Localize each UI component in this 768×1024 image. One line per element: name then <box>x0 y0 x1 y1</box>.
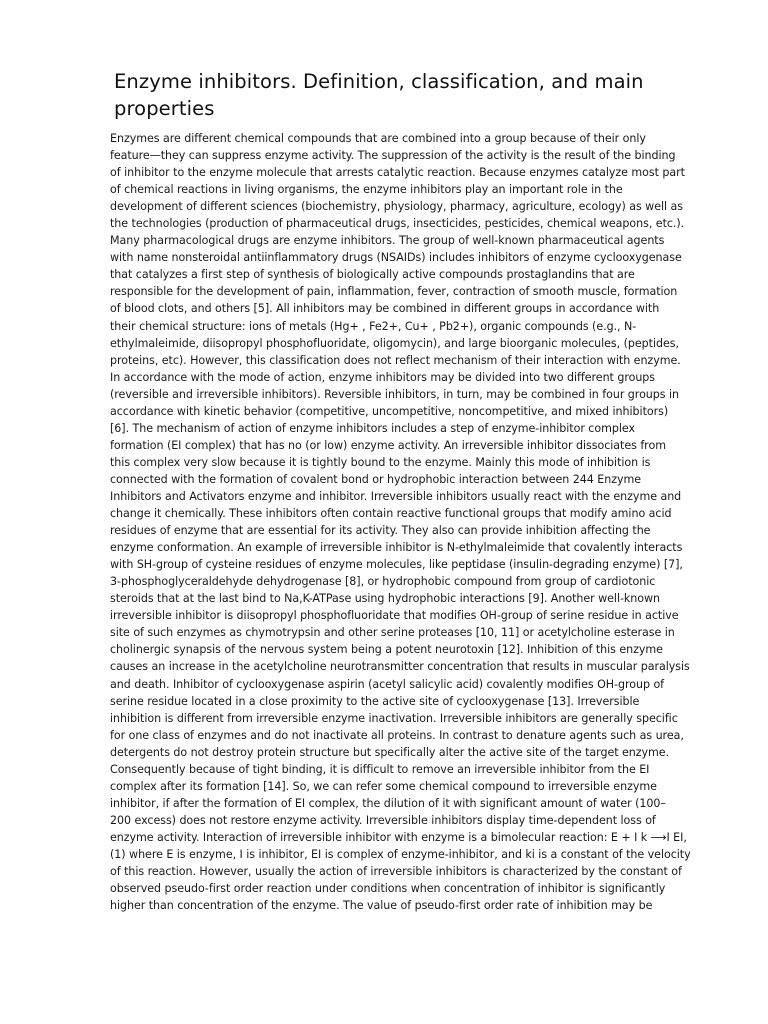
text-line: serine residue located in a close proximity to the active site of cyclooxygenase [13]. Irreversible <box>110 694 640 708</box>
text-line: site of such enzymes as chymotrypsin and other serine proteases [10, 11] or acetylcholine esterase in <box>110 626 675 640</box>
text-line: and death. Inhibitor of cyclooxygenase aspirin (acetyl salicylic acid) covalently modifies OH-group of <box>110 677 665 691</box>
text-line: this complex very slow because it is tightly bound to the enzyme. Mainly this mode of inhibition is <box>110 455 651 469</box>
text-line: inhibition is different from irreversible enzyme inactivation. Irreversible inhibitors are generally specific <box>110 711 678 725</box>
text-line: for one class of enzymes and do not inactivate all proteins. In contrast to denature agents such as urea, <box>110 728 684 742</box>
text-line: with SH-group of cysteine residues of enzyme molecules, like peptidase (insulin-degrading enzyme) [7], <box>110 558 683 572</box>
text-line: the technologies (production of pharmaceutical drugs, insecticides, pesticides, chemical weapons, etc.). <box>110 217 685 231</box>
text-line: connected with the formation of covalent bond or hydrophobic interaction between 244 Enzyme <box>110 472 642 486</box>
text-line: higher than concentration of the enzyme. The value of pseudo-first order rate of inhibition may be <box>110 899 653 913</box>
text-line: 200 excess) does not restore enzyme activity. Irreversible inhibitors display time-dependent loss of <box>110 813 656 827</box>
text-line: 3-phosphoglyceraldehyde dehydrogenase [8], or hydrophobic compound from group of cardiotonic <box>110 575 656 589</box>
text-line: inhibitor, if after the formation of EI complex, the dilution of it with significant amount of water (100– <box>110 796 666 810</box>
text-line: (1) where E is enzyme, I is inhibitor, EI is complex of enzyme-inhibitor, and ki is a constant of the velocity <box>110 847 691 861</box>
text-line: of inhibitor to the enzyme molecule that arrests catalytic reaction. Because enzymes catalyze most part <box>110 166 685 180</box>
title-line-2: properties <box>114 97 215 120</box>
text-line: that catalyzes a first step of synthesis of biologically active compounds prostaglandins that are <box>110 268 635 282</box>
text-line: irreversible inhibitor is diisopropyl phosphofluoridate that modifies OH-group of serine residue in active <box>110 609 679 623</box>
text-line: feature—they can suppress enzyme activity. The suppression of the activity is the result of the binding <box>110 149 676 163</box>
text-line: proteins, etc). However, this classification does not reflect mechanism of their interaction with enzyme. <box>110 353 681 367</box>
text-line: change it chemically. These inhibitors often contain reactive functional groups that modify amino acid <box>110 507 672 521</box>
text-line: Inhibitors and Activators enzyme and inhibitor. Irreversible inhibitors usually react with the enzyme and <box>110 489 682 503</box>
text-line: residues of enzyme that are essential for its activity. They also can provide inhibition affecting the <box>110 524 651 538</box>
text-line: Consequently because of tight binding, it is difficult to remove an irreversible inhibitor from the EI <box>110 762 650 776</box>
text-line: (reversible and irreversible inhibitors). Reversible inhibitors, in turn, may be combined in four groups in <box>110 387 679 401</box>
text-line: cholinergic synapsis of the nervous system being a potent neurotoxin [12]. Inhibition of this enzyme <box>110 643 663 657</box>
text-line: enzyme conformation. An example of irreversible inhibitor is N-ethylmaleimide that covalently interacts <box>110 541 683 555</box>
text-line: ethylmaleimide, diisopropyl phosphofluoridate, oligomycin), and large bioorganic molecules, (peptides, <box>110 336 679 350</box>
body-paragraph <box>110 130 708 914</box>
text-line: responsible for the development of pain, inflammation, fever, contraction of smooth muscle, formation <box>110 285 678 299</box>
text-line: accordance with kinetic behavior (competitive, uncompetitive, noncompetitive, and mixed inhibitors) <box>110 404 669 418</box>
text-line: Many pharmacological drugs are enzyme inhibitors. The group of well-known pharmaceutical agents <box>110 234 665 248</box>
text-line: of blood clots, and others [5]. All inhibitors may be combined in different groups in accordance with <box>110 302 660 316</box>
text-line: with name nonsteroidal antiinflammatory drugs (NSAIDs) includes inhibitors of enzyme cyclooxygenase <box>110 251 682 265</box>
text-line: causes an increase in the acetylcholine neurotransmitter concentration that results in muscular paralysis <box>110 660 690 674</box>
text-line: detergents do not destroy protein structure but specifically alter the active site of the target enzyme. <box>110 745 670 759</box>
title-line-1: Enzyme inhibitors. Definition, classification, and main <box>114 70 644 93</box>
text-line: of this reaction. However, usually the action of irreversible inhibitors is characterized by the constant of <box>110 865 682 879</box>
text-line: In accordance with the mode of action, enzyme inhibitors may be divided into two different groups <box>110 370 656 384</box>
text-line: enzyme activity. Interaction of irreversible inhibitor with enzyme is a bimolecular reaction: E + I k ⟶I EI, <box>110 830 687 844</box>
text-line: their chemical structure: ions of metals (Hg+ , Fe2+, Cu+ , Pb2+), organic compounds (e.g., N- <box>110 319 637 333</box>
text-line: formation (EI complex) that has no (or low) enzyme activity. An irreversible inhibitor dissociates from <box>110 438 666 452</box>
text-line: steroids that at the last bind to Na,K-ATPase using hydrophobic interactions [9]. Another well-known <box>110 592 661 606</box>
text-line: observed pseudo-first order reaction under conditions when concentration of inhibitor is significantly <box>110 882 666 896</box>
text-line: of chemical reactions in living organisms, the enzyme inhibitors play an important role in the <box>110 183 623 197</box>
text-line: [6]. The mechanism of action of enzyme inhibitors includes a step of enzyme-inhibitor complex <box>110 421 635 435</box>
text-line: complex after its formation [14]. So, we can refer some chemical compound to irreversible enzyme <box>110 779 657 793</box>
document-title <box>114 68 708 122</box>
text-line: development of different sciences (biochemistry, physiology, pharmacy, agriculture, ecology) as well as <box>110 200 683 214</box>
text-line: Enzymes are different chemical compounds that are combined into a group because of their only <box>110 132 646 145</box>
